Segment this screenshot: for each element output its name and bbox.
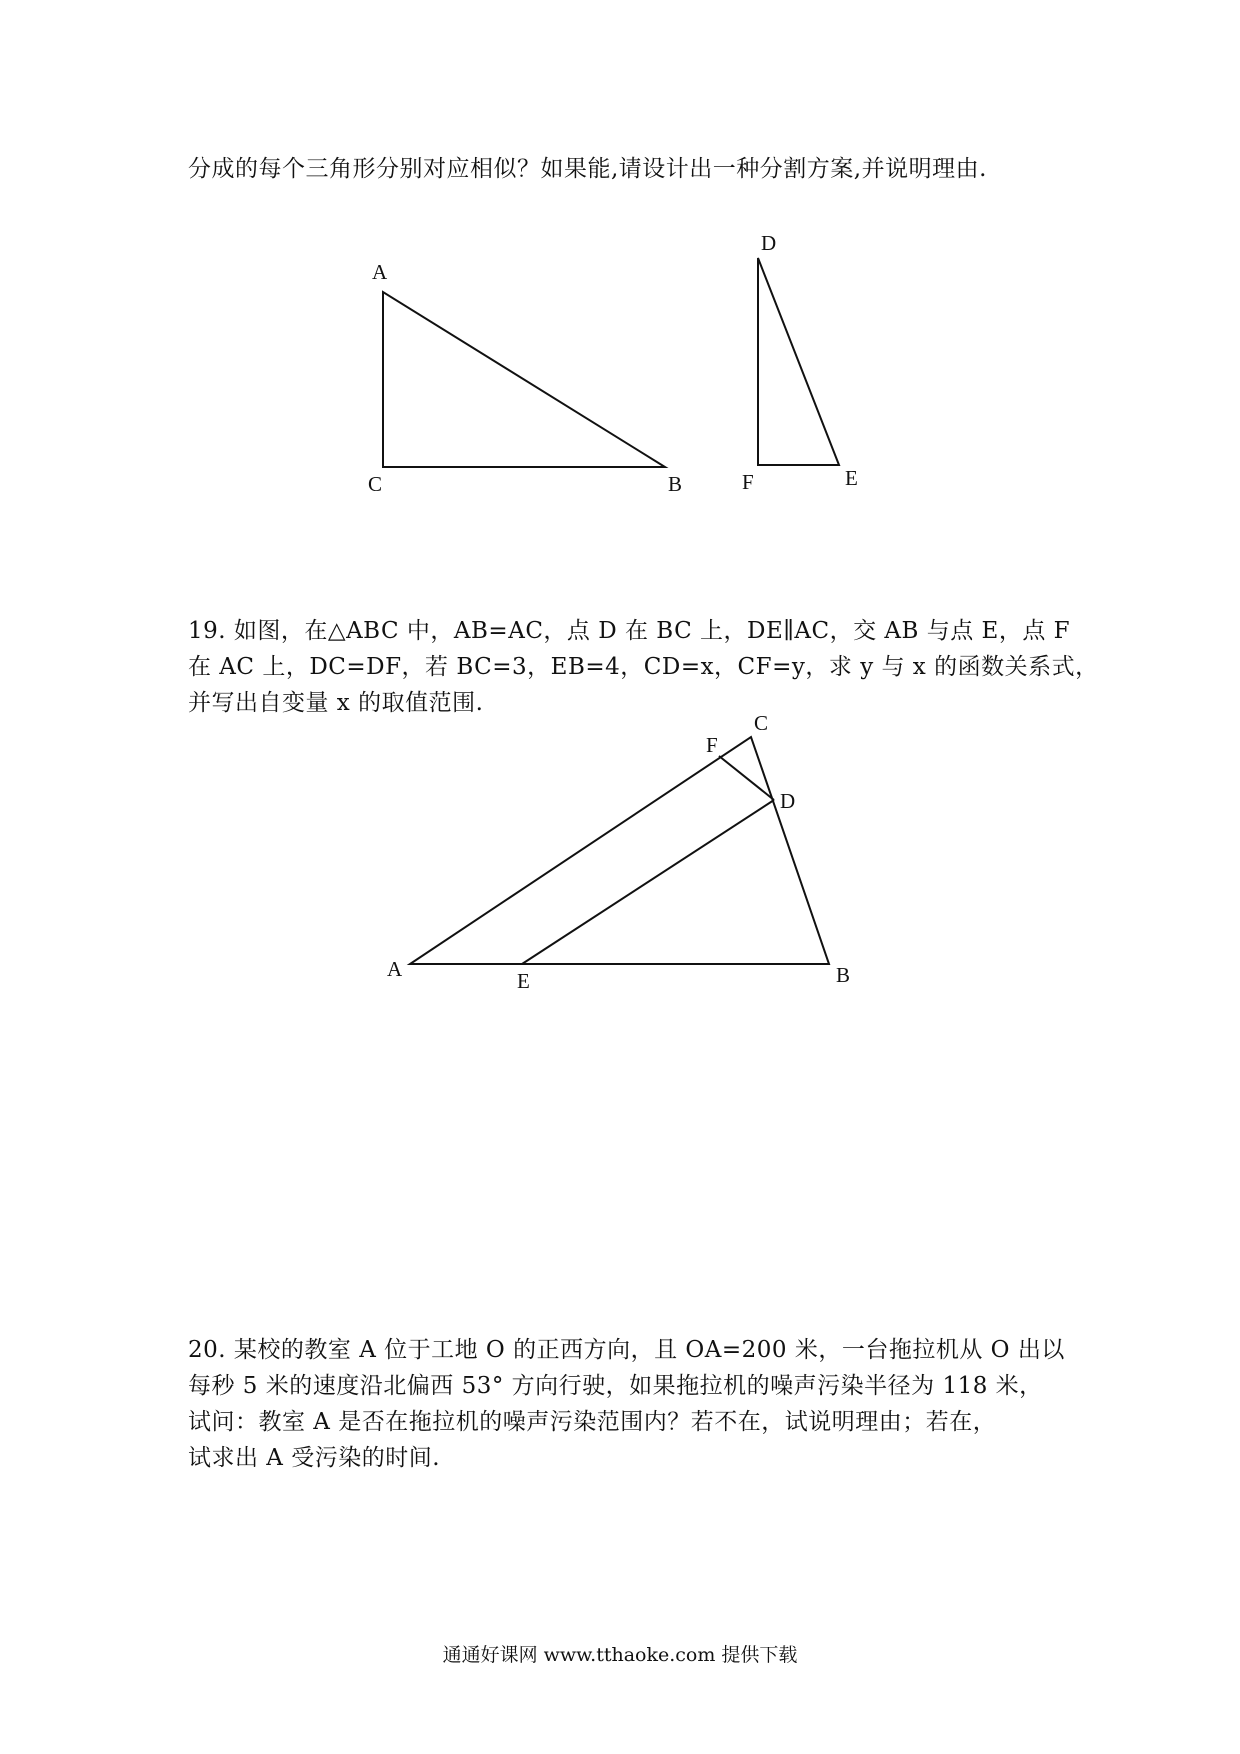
label-f-q19: F — [706, 733, 718, 757]
q19-text-line-1: 19. 如图，在△ABC 中，AB=AC，点 D 在 BC 上，DE∥AC，交 AB 与点 E，点 F — [188, 618, 1071, 644]
label-c-q19: C — [754, 711, 769, 735]
label-c-fig1: C — [368, 472, 383, 496]
page-footer: 通通好课网 www.tthaoke.com 提供下载 — [442, 1644, 798, 1666]
q20-text-line-1: 20. 某校的教室 A 位于工地 O 的正西方向，且 OA=200 米，一台拖拉机从 O 出以 — [188, 1337, 1065, 1363]
q18-text-line-1: 分成的每个三角形分别对应相似？如果能,请设计出一种分割方案,并说明理由. — [188, 156, 987, 182]
label-f-fig2: F — [742, 470, 754, 494]
label-b-fig1: B — [668, 472, 683, 496]
q19-text-line-3: 并写出自变量 x 的取值范围. — [188, 690, 484, 716]
q19-text-line-2: 在 AC 上，DC=DF，若 BC=3，EB=4，CD=x，CF=y，求 y 与 x 的函数关系式， — [188, 654, 1099, 680]
label-d-fig2: D — [761, 231, 777, 255]
q20-text-line-4: 试求出 A 受污染的时间. — [188, 1445, 441, 1471]
triangle-abc-q19 — [410, 737, 829, 964]
segment-de — [522, 800, 774, 964]
q20-text-line-2: 每秒 5 米的速度沿北偏西 53° 方向行驶，如果拖拉机的噪声污染半径为 118 米， — [188, 1373, 1043, 1399]
label-a-q19: A — [387, 957, 403, 981]
label-b-q19: B — [836, 963, 851, 987]
label-d-q19: D — [780, 789, 796, 813]
label-a-fig1: A — [372, 260, 388, 284]
label-e-fig2: E — [845, 466, 858, 490]
q20-text-line-3: 试问：教室 A 是否在拖拉机的噪声污染范围内？若不在，试说明理由；若在， — [188, 1409, 997, 1435]
label-e-q19: E — [517, 969, 530, 993]
